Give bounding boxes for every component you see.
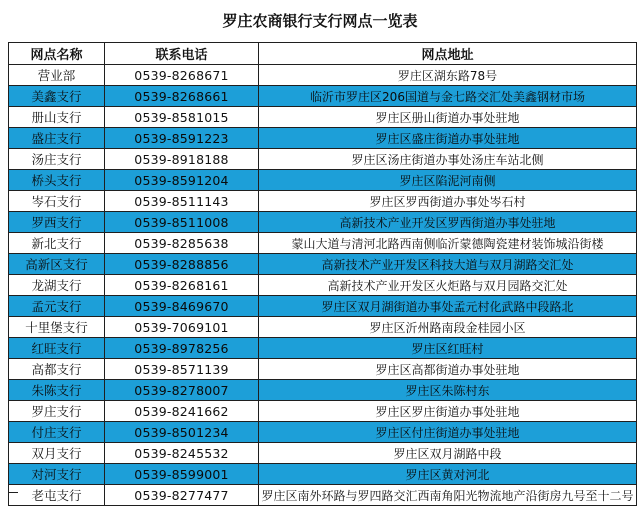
branch-phone-cell: 0539-8591223 (105, 128, 259, 149)
table-row (9, 338, 637, 359)
branch-address-cell: 高新技术产业开发区科技大道与双月湖路交汇处 (259, 254, 637, 275)
branch-phone-cell: 0539-8599001 (105, 464, 259, 485)
table-header (9, 43, 637, 65)
branch-phone-cell: 0539-8278007 (105, 380, 259, 401)
branch-address-cell: 罗庄区罗西街道办事处岑石村 (259, 191, 637, 212)
branch-name-cell: 岑石支行 (9, 191, 105, 212)
branch-name-cell: 桥头支行 (9, 170, 105, 191)
table-row (9, 65, 637, 86)
branch-phone-cell: 0539-8511008 (105, 212, 259, 233)
branch-phone-cell: 0539-8591204 (105, 170, 259, 191)
branch-name-cell: 对河支行 (9, 464, 105, 485)
branch-phone-cell: 0539-8285638 (105, 233, 259, 254)
branch-address-cell: 高新技术产业开发区罗西街道办事处驻地 (259, 212, 637, 233)
column-header-name: 网点名称 (9, 43, 105, 65)
branch-phone-cell: 0539-8571139 (105, 359, 259, 380)
branch-name-cell: 高新区支行 (9, 254, 105, 275)
branch-name-cell: 朱陈支行 (9, 380, 105, 401)
branch-phone-cell: 0539-8268671 (105, 65, 259, 86)
branch-address-cell: 罗庄区湖东路78号 (259, 65, 637, 86)
table-bottom-edge (8, 492, 18, 501)
table-row (9, 191, 637, 212)
branch-phone-cell: 0539-8268161 (105, 275, 259, 296)
table-body (9, 65, 637, 506)
branch-name-cell: 付庄支行 (9, 422, 105, 443)
column-header-address: 网点地址 (259, 43, 637, 65)
branch-name-cell: 十里堡支行 (9, 317, 105, 338)
branch-phone-cell: 0539-8581015 (105, 107, 259, 128)
table-row (9, 422, 637, 443)
table-row (9, 296, 637, 317)
branch-name-cell: 老屯支行 (9, 485, 105, 506)
table-row (9, 359, 637, 380)
branch-name-cell: 罗庄支行 (9, 401, 105, 422)
branch-phone-cell: 0539-8918188 (105, 149, 259, 170)
header-row (9, 43, 637, 65)
branch-address-cell: 蒙山大道与清河北路西南侧临沂蒙德陶瓷建材装饰城沿街楼 (259, 233, 637, 254)
branch-name-cell: 高都支行 (9, 359, 105, 380)
table-row (9, 149, 637, 170)
branch-address-cell: 罗庄区高都街道办事处驻地 (259, 359, 637, 380)
branch-phone-cell: 0539-8511143 (105, 191, 259, 212)
branch-name-cell: 册山支行 (9, 107, 105, 128)
branch-address-cell: 罗庄区罗庄街道办事处驻地 (259, 401, 637, 422)
branch-phone-cell: 0539-8978256 (105, 338, 259, 359)
table-row (9, 212, 637, 233)
branch-address-cell: 临沂市罗庄区206国道与金七路交汇处美鑫钢材市场 (259, 86, 637, 107)
table-row (9, 317, 637, 338)
branch-address-cell: 罗庄区朱陈村东 (259, 380, 637, 401)
table-row (9, 254, 637, 275)
branch-address-cell: 罗庄区册山街道办事处驻地 (259, 107, 637, 128)
branch-address-cell: 罗庄区陷泥河南侧 (259, 170, 637, 191)
branch-address-cell: 罗庄区沂州路南段金桂园小区 (259, 317, 637, 338)
branch-phone-cell: 0539-8277477 (105, 485, 259, 506)
table-row (9, 107, 637, 128)
table-row (9, 380, 637, 401)
branch-name-cell: 盛庄支行 (9, 128, 105, 149)
table-row (9, 443, 637, 464)
branch-phone-cell: 0539-8288856 (105, 254, 259, 275)
table-row (9, 464, 637, 485)
branch-name-cell: 美鑫支行 (9, 86, 105, 107)
column-header-phone: 联系电话 (105, 43, 259, 65)
branch-name-cell: 新北支行 (9, 233, 105, 254)
branch-table (8, 42, 637, 506)
branch-name-cell: 孟元支行 (9, 296, 105, 317)
branch-name-cell: 罗西支行 (9, 212, 105, 233)
table-row (9, 86, 637, 107)
table-row (9, 275, 637, 296)
branch-address-cell: 罗庄区双月湖路中段 (259, 443, 637, 464)
branch-name-cell: 汤庄支行 (9, 149, 105, 170)
branch-address-cell: 罗庄区黄对河北 (259, 464, 637, 485)
branch-address-cell: 罗庄区南外环路与罗四路交汇西南角阳光物流地产沿街房九号至十二号 (259, 485, 637, 506)
branch-address-cell: 高新技术产业开发区火炬路与双月园路交汇处 (259, 275, 637, 296)
branch-name-cell: 龙湖支行 (9, 275, 105, 296)
branch-address-cell: 罗庄区红旺村 (259, 338, 637, 359)
table-row (9, 170, 637, 191)
branch-phone-cell: 0539-8245532 (105, 443, 259, 464)
table-row (9, 401, 637, 422)
branch-address-cell: 罗庄区盛庄街道办事处驻地 (259, 128, 637, 149)
branch-phone-cell: 0539-8469670 (105, 296, 259, 317)
branch-address-cell: 罗庄区汤庄街道办事处汤庄车站北侧 (259, 149, 637, 170)
branch-name-cell: 营业部 (9, 65, 105, 86)
branch-name-cell: 红旺支行 (9, 338, 105, 359)
table-row (9, 128, 637, 149)
table-row (9, 233, 637, 254)
branch-phone-cell: 0539-8241662 (105, 401, 259, 422)
branch-phone-cell: 0539-7069101 (105, 317, 259, 338)
branch-phone-cell: 0539-8268661 (105, 86, 259, 107)
branch-name-cell: 双月支行 (9, 443, 105, 464)
table-title: 罗庄农商银行支行网点一览表 (222, 12, 418, 30)
branch-address-cell: 罗庄区付庄街道办事处驻地 (259, 422, 637, 443)
branch-phone-cell: 0539-8501234 (105, 422, 259, 443)
branch-address-cell: 罗庄区双月湖街道办事处孟元村化武路中段路北 (259, 296, 637, 317)
table-row (9, 485, 637, 506)
